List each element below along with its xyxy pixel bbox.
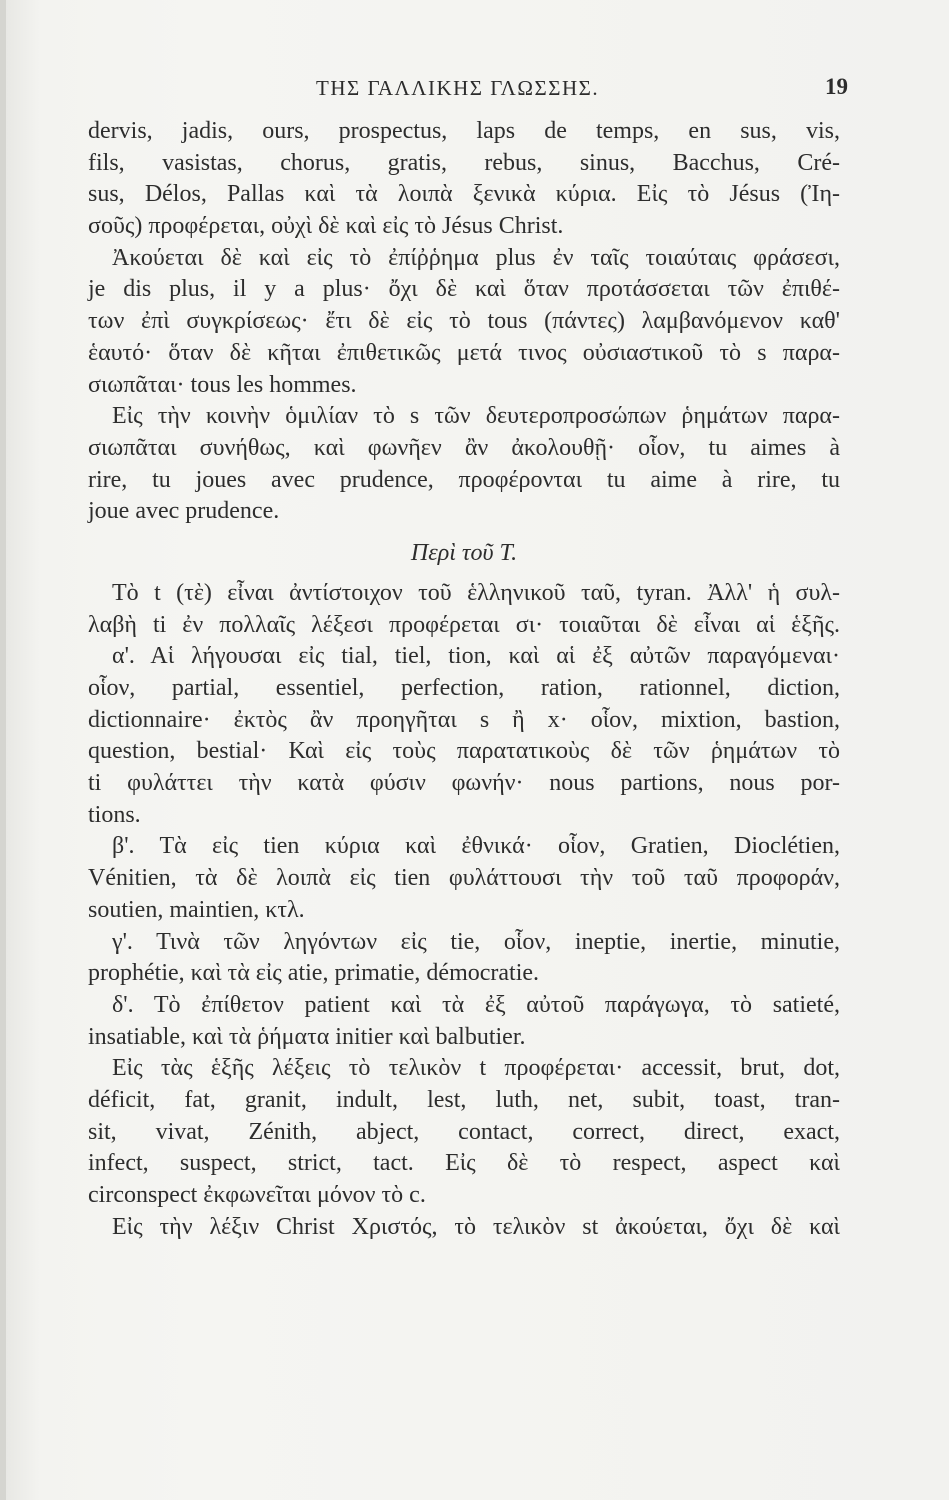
text-line: ti φυλάττει τὴν κατὰ φύσιν φωνήν· nous partions, nous por- <box>88 770 840 797</box>
section-heading: Περὶ τοῦ T. <box>410 539 518 566</box>
text-line: joue avec prudence. <box>88 498 280 525</box>
text-line: dictionnaire· ἐκτὸς ἂν προηγῆται s ἢ x· οἷον, mixtion, bastion, <box>88 706 840 733</box>
text-line: β'. Τὰ εἰς tien κύρια καὶ ἐθνικά· οἷον, Gratien, Dioclétien, <box>112 833 840 860</box>
text-line: je dis plus, il y a plus· ὄχι δὲ καὶ ὅταν προτάσσεται τῶν ἐπιθέ- <box>88 276 840 303</box>
text-line: Τὸ t (τὲ) εἶναι ἀντίστοιχον τοῦ ἑλληνικοῦ ταῦ, tyran. Ἀλλ' ἡ συλ- <box>112 579 840 606</box>
text-line: λαβὴ ti ἐν πολλαῖς λέξεσι προφέρεται σι· τοιαῦται δὲ εἶναι αἱ ἑξῆς. <box>88 611 840 638</box>
text-line: Εἰς τὰς ἑξῆς λέξεις τὸ τελικὸν t προφέρεται· accessit, brut, dot, <box>112 1055 840 1082</box>
page-edge <box>0 0 6 1500</box>
text-line: déficit, fat, granit, indult, lest, luth, net, subit, toast, tran- <box>88 1086 840 1113</box>
text-line: δ'. Τὸ ἐπίθετον patient καὶ τὰ ἐξ αὐτοῦ παράγωγα, τὸ satieté, <box>112 991 840 1018</box>
text-line: prophétie, καὶ τὰ εἰς atie, primatie, démocratie. <box>88 960 540 987</box>
page-body <box>88 116 840 1243</box>
text-line: Ἀκούεται δὲ καὶ εἰς τὸ ἐπίῤῥημα plus ἐν ταῖς τοιαύταις φράσεσι, <box>112 244 840 271</box>
text-line: ἑαυτό· ὅταν δὲ κῆται ἐπιθετικῶς μετά τινος οὐσιαστικοῦ τὸ s παρα- <box>88 339 840 366</box>
text-line: circonspect ἐκφωνεῖται μόνον τὸ c. <box>88 1182 426 1208</box>
text-line: dervis, jadis, ours, prospectus, laps de temps, en sus, vis, <box>88 118 840 144</box>
text-line: insatiable, καὶ τὰ ῥήματα initier καὶ balbutier. <box>88 1023 526 1050</box>
page-number: 19 <box>825 74 848 99</box>
text-line: rire, tu joues avec prudence, προφέρονται tu aime à rire, tu <box>88 466 840 493</box>
text-line: σιωπᾶται· tous les hommes. <box>88 371 357 398</box>
text-line: Εἰς τὴν κοινὴν ὁμιλίαν τὸ s τῶν δευτεροπροσώπων ῥημάτων παρα- <box>112 403 840 430</box>
running-head: ΤΗΣ ΓΑΛΛΙΚΗΣ ΓΛΩΣΣΗΣ. <box>316 76 600 100</box>
text-line: Vénitien, τὰ δὲ λοιπὰ εἰς tien φυλάττουσι τὴν τοῦ ταῦ προφοράν, <box>88 865 840 892</box>
text-line: question, bestial· Καὶ εἰς τοὺς παρατατικοὺς δὲ τῶν ῥημάτων τὸ <box>88 738 840 765</box>
text-line: Εἰς τὴν λέξιν Christ Χριστός, τὸ τελικὸν st ἀκούεται, ὄχι δὲ καὶ <box>112 1213 840 1240</box>
text-line: α'. Αἱ λήγουσαι εἰς tial, tiel, tion, καὶ αἱ ἐξ αὐτῶν παραγόμεναι· <box>112 643 840 670</box>
text-line: infect, suspect, strict, tact. Εἰς δὲ τὸ respect, aspect καὶ <box>88 1150 840 1177</box>
text-line: fils, vasistas, chorus, gratis, rebus, sinus, Bacchus, Cré- <box>88 149 840 176</box>
text-line: γ'. Τινὰ τῶν ληγόντων εἰς tie, οἷον, ineptie, inertie, minutie, <box>112 928 841 955</box>
text-line: των ἐπὶ συγκρίσεως· ἔτι δὲ εἰς τὸ tous (πάντες) λαμβανόμενον καθ' <box>88 308 840 335</box>
text-line: soutien, maintien, κτλ. <box>88 896 305 923</box>
page-header <box>88 70 848 110</box>
text-line: σιωπᾶται συνήθως, καὶ φωνῆεν ἂν ἀκολουθῇ· οἷον, tu aimes à <box>88 434 840 461</box>
text-line: sit, vivat, Zénith, abject, contact, correct, direct, exact, <box>88 1118 840 1145</box>
text-line: οἷον, partial, essentiel, perfection, ration, rationnel, diction, <box>88 675 840 701</box>
text-line: σοῦς) προφέρεται, οὐχὶ δὲ καὶ εἰς τὸ Jésus Christ. <box>88 213 564 240</box>
text-line: tions. <box>88 801 141 828</box>
text-line: sus, Délos, Pallas καὶ τὰ λοιπὰ ξενικὰ κύρια. Εἰς τὸ Jésus (Ἰη- <box>88 181 840 208</box>
